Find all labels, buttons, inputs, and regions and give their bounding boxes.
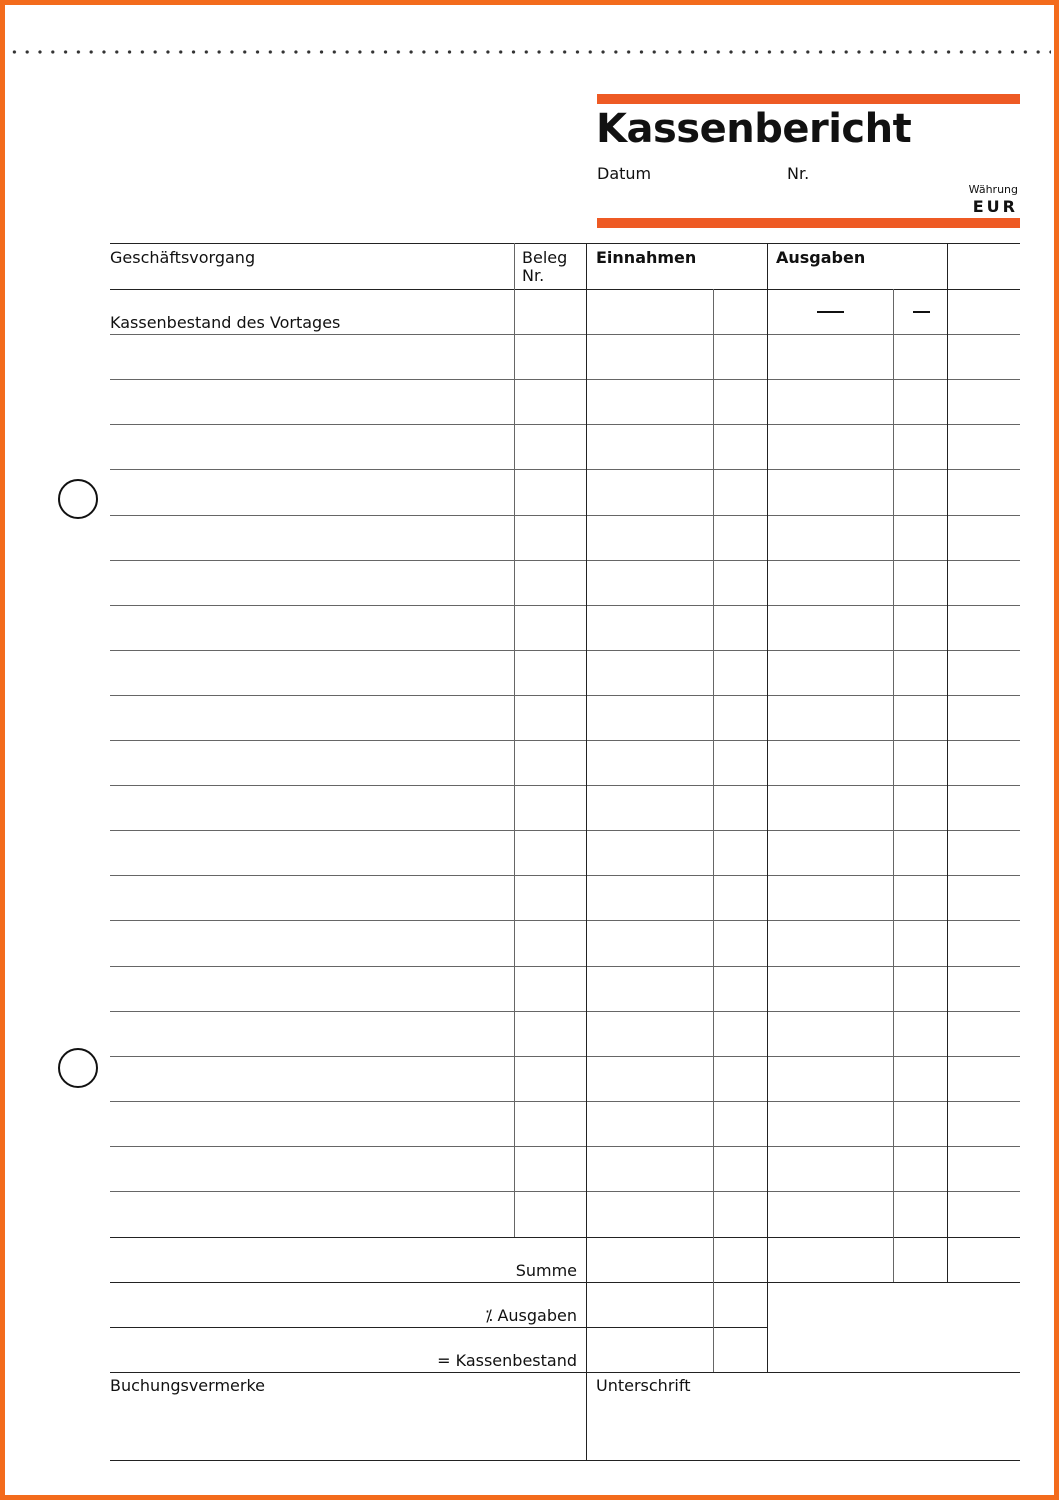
booking-notes-label: Buchungsvermerke <box>110 1376 265 1395</box>
opening-balance-label: Kassenbestand des Vortages <box>110 313 341 332</box>
cash-balance-rule <box>110 1372 1020 1373</box>
perforation-line <box>8 50 1051 54</box>
table-top-rule <box>110 243 1020 244</box>
col-extra-left <box>947 243 948 1282</box>
currency-value: EUR <box>972 197 1018 216</box>
header-receipt-line1: Beleg <box>522 248 568 267</box>
sum-label: Summe <box>515 1261 577 1280</box>
minus-expenses-label: ⁒ Ausgaben <box>485 1306 577 1325</box>
table-row-rule <box>110 379 1020 380</box>
table-row-rule <box>110 875 1020 876</box>
expenses-dash-major <box>817 311 844 313</box>
number-label: Nr. <box>787 164 810 183</box>
table-row-rule <box>110 334 1020 335</box>
table-row-rule <box>110 650 1020 651</box>
header-transaction: Geschäftsvorgang <box>110 248 256 267</box>
table-row-rule <box>110 560 1020 561</box>
table-row-rule <box>110 1101 1020 1102</box>
accent-bar-bottom <box>597 218 1020 228</box>
punch-hole-bottom <box>58 1048 98 1088</box>
table-row-rule <box>110 695 1020 696</box>
table-row-rule <box>110 605 1020 606</box>
col-income-cents <box>713 289 714 1372</box>
col-expenses-left <box>767 243 768 1372</box>
sum-top-rule <box>110 1237 1020 1238</box>
table-row-rule <box>110 515 1020 516</box>
table-row-rule <box>110 1011 1020 1012</box>
signature-label: Unterschrift <box>596 1376 691 1395</box>
header-receipt-line2: Nr. <box>522 266 545 285</box>
header-income: Einnahmen <box>596 248 697 267</box>
table-row-rule <box>110 1146 1020 1147</box>
header-expenses: Ausgaben <box>776 248 866 267</box>
currency-label: Währung <box>968 183 1018 196</box>
expenses-dash-minor <box>913 311 930 313</box>
accent-bar-top <box>597 94 1020 104</box>
expenses-total-rule <box>110 1327 767 1328</box>
table-row-rule <box>110 469 1020 470</box>
col-expenses-cents <box>893 289 894 1282</box>
table-row-rule <box>110 424 1020 425</box>
table-row-rule <box>110 1191 1020 1192</box>
table-row-rule <box>110 1056 1020 1057</box>
col-receipt-left <box>514 243 515 1237</box>
date-label: Datum <box>597 164 652 183</box>
table-header-rule <box>110 289 1020 290</box>
table-row-rule <box>110 740 1020 741</box>
table-row-rule <box>110 920 1020 921</box>
form-title: Kassenbericht <box>596 106 912 152</box>
col-income-left <box>586 243 587 1460</box>
sum-bottom-rule <box>110 1282 1020 1283</box>
punch-hole-top <box>58 479 98 519</box>
footer-bottom-rule <box>110 1460 1020 1461</box>
table-row-rule <box>110 966 1020 967</box>
table-row-rule <box>110 785 1020 786</box>
cash-balance-label: = Kassenbestand <box>437 1351 577 1370</box>
table-row-rule <box>110 830 1020 831</box>
